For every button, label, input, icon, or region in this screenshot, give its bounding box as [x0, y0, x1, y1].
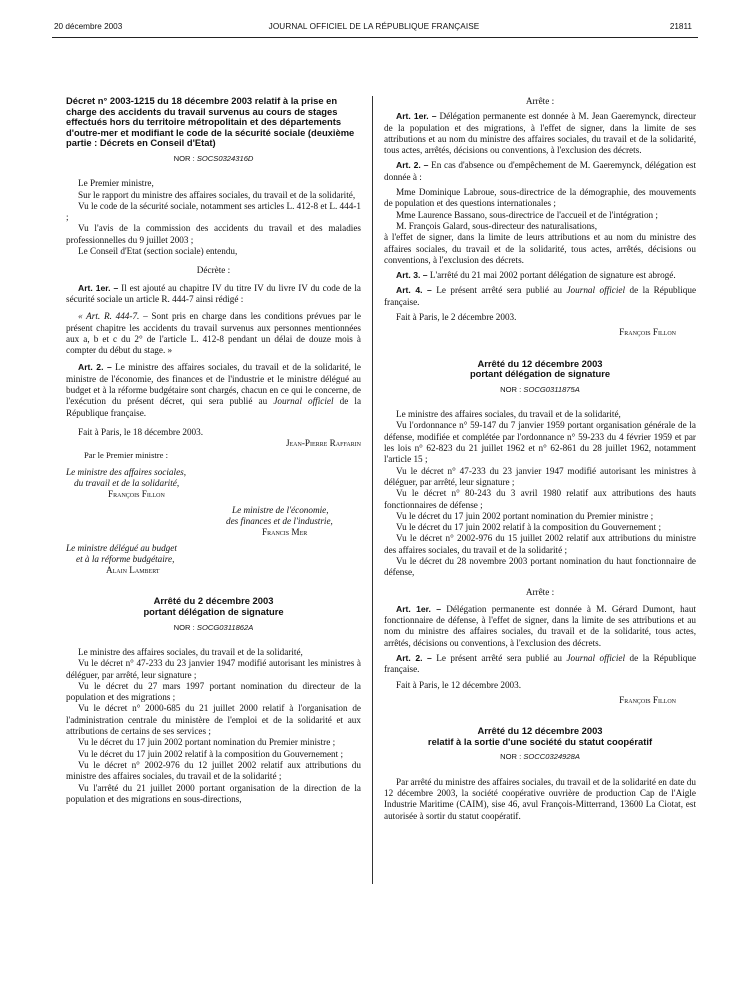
delegate: M. François Galard, sous-directeur des naturalisations,: [396, 220, 598, 231]
paragraph: Vu l'avis de la commission des accidents du travail et des maladies professionnelles du 9 juillet 2003 ;: [66, 223, 361, 245]
decrete-heading: Décrète :: [196, 265, 231, 276]
article-1: Art. 1er. – Délégation permanente est donnée à M. Gérard Dumont, haut fonctionnaire de défense, à l'effet de signer, dans la limite de ses attributions et au nom du ministre des affaires sociales, du travail et de la solidarité, tous actes, arrêtés, décisions ou conventions, à l'exclusion des décrets.: [384, 603, 696, 648]
decree-title: Décret n° 2003-1215 du 18 décembre 2003 relatif à la prise en charge des accidents du travail survenus au cours de stages effectués hors du territoire métropolitain et des départements d'outre-mer et modifiant le code de la sécurité sociale (deuxième partie : Décrets en Conseil d'Etat): [66, 95, 355, 149]
article-2: Art. 2. – En cas d'absence ou d'empêchement de M. Gaeremynck, délégation est donnée à :: [384, 160, 697, 182]
arrete-cooperatif-subtitle: relatif à la sortie d'une société du statut coopératif: [427, 735, 653, 747]
paragraph: Vu le décret n° 2000-685 du 21 juillet 2000 relatif à l'organisation de l'administration centrale du ministère de l'emploi et de la solidarité et aux attributions de certains de ses services ;: [66, 703, 361, 737]
minister-title: Le ministre des affaires sociales,: [66, 466, 187, 477]
paragraph: Vu le décret du 27 mars 1997 portant nomination du directeur de la population et des migrations ;: [66, 680, 361, 703]
column-divider: [372, 96, 373, 884]
signature-date: Fait à Paris, le 18 décembre 2003.: [78, 426, 204, 437]
arrete-12-dec-nor: NOR : SOCG0311875A: [500, 384, 580, 394]
paragraph: Vu le décret n° 47-233 du 23 janvier 1947 modifié autorisant les ministres à déléguer, par arrêté, leur signature ;: [384, 465, 696, 487]
paragraph: Vu le code de la sécurité sociale, notamment ses articles L. 412-8 et L. 444-1 ;: [66, 200, 361, 223]
minister-title: Le ministre délégué au budget: [66, 542, 177, 553]
arrete-2-dec-nor: NOR : SOCG0311862A: [173, 622, 254, 632]
paragraph: Vu le décret du 17 juin 2002 portant nomination du Premier ministre ;: [396, 510, 654, 521]
left-column: [66, 96, 361, 805]
paragraph: Vu le décret n° 80-243 du 3 avril 1980 relatif aux attributions des hauts fonctionnaires de défense ;: [384, 488, 696, 510]
signature-name: François Fillon: [619, 694, 676, 705]
paragraph: Le ministre des affaires sociales, du travail et de la solidarité,: [78, 646, 303, 657]
minister-title: et à la réforme budgétaire,: [76, 553, 175, 564]
arrete-2-dec-subtitle: portant délégation de signature: [143, 606, 284, 618]
paragraph: Le ministre des affaires sociales, du travail et de la solidarité,: [396, 409, 621, 420]
signature-name: François Fillon: [619, 327, 676, 338]
minister-name: François Fillon: [108, 489, 165, 500]
minister-title: Le ministre de l'économie,: [232, 504, 329, 515]
paragraph: Vu l'ordonnance n° 59-147 du 7 janvier 1959 portant organisation générale de la défense, modifiée et complétée par l'ordonnance n° 59-233 du 4 février 1959 et par les lois n° 62-823 du 21 juillet 1962 et n° 62-861 du 28 juillet 1962, notamment l'article 15 ;: [384, 420, 696, 465]
paragraph: Vu le décret n° 2002-976 du 15 juillet 2002 relatif aux attributions du ministre des affaires sociales, du travail et de la solidarité ;: [384, 533, 696, 555]
minister-name: Alain Lambert: [106, 565, 160, 576]
arrete-cooperatif-nor: NOR : SOCC0324928A: [500, 752, 580, 762]
header-journal-title: JOURNAL OFFICIEL DE LA RÉPUBLIQUE FRANÇAISE: [268, 22, 480, 31]
right-column: [384, 96, 696, 822]
paragraph: Le Conseil d'Etat (section sociale) entendu,: [78, 246, 238, 257]
arrete-cooperatif-title: Arrêté du 12 décembre 2003: [477, 725, 603, 737]
arrete-heading: Arrête :: [525, 586, 555, 597]
article-2: Art. 2. – Le présent arrêté sera publié au Journal officiel de la République française.: [384, 653, 697, 675]
paragraph: à l'effet de signer, dans la limite de leurs attributions et au nom du ministre des affaires sociales, du travail et de la solidarité, tous actes, arrêtés, décisions ou conventions, à l'exclusion des décrets.: [384, 232, 696, 265]
signature-date: Fait à Paris, le 2 décembre 2003.: [396, 312, 517, 323]
minister-name: Francis Mer: [262, 527, 308, 538]
delegate: Mme Laurence Bassano, sous-directrice de l'accueil et de l'intégration ;: [396, 209, 658, 220]
arrete-12-dec-subtitle: portant délégation de signature: [469, 368, 611, 380]
header-date: 20 décembre 2003: [54, 22, 123, 31]
paragraph: Par arrêté du ministre des affaires sociales, du travail et de la solidarité en date du 12 décembre 2003, la société coopérative ouvrière de production Cap de l'Aigle Industrie Maritime (CAIM), sise 46, avul François-Mitterrand, 13600 La Ciotat, est autorisée à sortir du statut coopératif.: [384, 776, 696, 821]
article-3: Art. 3. – L'arrêté du 21 mai 2002 portant délégation de signature est abrogé.: [396, 270, 676, 281]
arrete-12-dec-title: Arrêté du 12 décembre 2003: [477, 357, 603, 369]
arrete-heading: Arrête :: [525, 96, 555, 106]
paragraph: Sur le rapport du ministre des affaires sociales, du travail et de la solidarité,: [78, 189, 356, 200]
article-4: Art. 4. – Le présent arrêté sera publié au Journal officiel de la République française.: [384, 285, 697, 307]
arrete-2-dec-title: Arrêté du 2 décembre 2003: [153, 595, 274, 607]
delegate: Mme Dominique Labroue, sous-directrice de la démographie, des mouvements de population et des questions internationales ;: [384, 187, 696, 209]
signature-premier-ministre: Jean-Pierre Raffarin: [285, 438, 361, 449]
paragraph: Vu le décret du 17 juin 2002 relatif à la composition du Gouvernement ;: [78, 748, 344, 759]
paragraph: Vu l'arrêté du 21 juillet 2000 portant organisation de la direction de la population et des migrations en sous-directions,: [66, 782, 361, 804]
article-r-444-7: « Art. R. 444-7. – Sont pris en charge dans les conditions prévues par le présent chapitre les accidents du travail survenus aux personnes mentionnées aux a, b et c du 2° de l'article L. 412-8 pendant un délai de douze mois à compter du début du stage. »: [66, 311, 361, 356]
paragraph: Vu le décret n° 47-233 du 23 janvier 1947 modifié autorisant les ministres à déléguer, par arrêté, leur signature ;: [66, 658, 361, 680]
article-1: Art. 1er. – Il est ajouté au chapitre IV du titre IV du livre IV du code de la sécurité sociale un article R. 444-7 ainsi rédigé :: [66, 282, 361, 304]
header-page-number: 21811: [669, 22, 692, 31]
paragraph: Vu le décret n° 2002-976 du 12 juillet 2002 relatif aux attributions du ministre des affaires sociales, du travail et de la solidarité ;: [66, 759, 361, 782]
decree-nor-code: SOCS0324316D: [196, 153, 254, 163]
article-2: Art. 2. – Le ministre des affaires sociales, du travail et de la solidarité, le ministre de l'économie, des finances et de l'industrie et le ministre délégué au budget et à la réforme budgétaire sont chargés, chacun en ce qui le concerne, de l'exécution du présent décret, qui sera publié au Journal officiel de la République française.: [66, 362, 362, 418]
minister-title: des finances et de l'industrie,: [226, 515, 333, 526]
page-header: [0, 22, 748, 36]
header-rule: [52, 37, 698, 38]
paragraph: Le Premier ministre,: [78, 178, 154, 189]
article-1: Art. 1er. – Délégation permanente est donnée à M. Jean Gaeremynck, directeur de la population et des migrations, à l'effet de signer, dans la limite de ses attributions et au nom du ministre des affaires sociales, du travail et de la solidarité, tous actes, arrêtés, décisions ou conventions, à l'exclusion des décrets.: [384, 111, 697, 156]
signature-date: Fait à Paris, le 12 décembre 2003.: [396, 679, 522, 690]
paragraph: Vu le décret du 17 juin 2002 portant nomination du Premier ministre ;: [78, 737, 336, 748]
par-premier-ministre: Par le Premier ministre :: [84, 449, 169, 460]
minister-title: du travail et de la solidarité,: [74, 478, 180, 489]
decree-nor: NOR : SOCS0324316D: [173, 153, 254, 163]
paragraph: Vu le décret du 17 juin 2002 relatif à la composition du Gouvernement ;: [396, 522, 662, 533]
paragraph: Vu le décret du 28 novembre 2003 portant nomination du haut fonctionnaire de défense,: [384, 555, 696, 578]
